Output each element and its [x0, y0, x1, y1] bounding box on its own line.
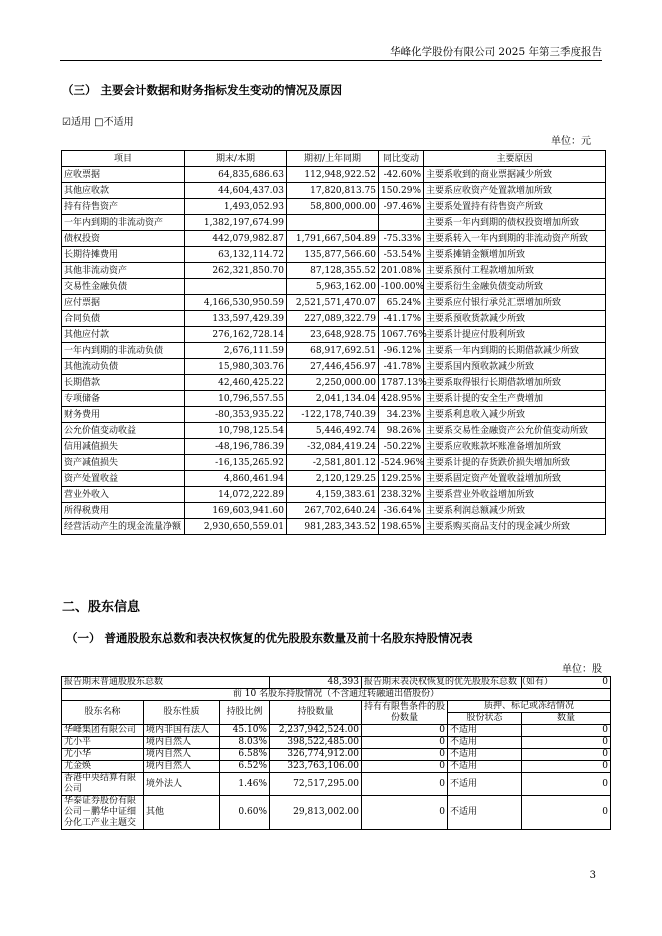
- holder-nature: 境内自然人: [144, 749, 220, 761]
- header-item: 项目: [62, 151, 185, 167]
- reason-cell: 主要系转入一年内到期的非流动资产所致: [424, 231, 606, 247]
- change-cell: -42.60%: [379, 167, 424, 183]
- holder-restricted: 0: [362, 761, 448, 773]
- item-cell: 持有待售资产: [62, 199, 185, 215]
- holder-nature: 境内自然人: [144, 761, 220, 773]
- holder-status: 不适用: [448, 761, 522, 773]
- change-cell: -36.64%: [379, 503, 424, 519]
- header-name: 股东名称: [62, 701, 144, 725]
- prior-cell: [287, 215, 379, 231]
- reason-cell: 主要系预收货款减少所致: [424, 311, 606, 327]
- current-cell: 10,796,557.55: [185, 391, 287, 407]
- prior-cell: 5,446,492.74: [287, 423, 379, 439]
- current-cell: 442,079,982.87: [185, 231, 287, 247]
- pref-value: 0: [522, 677, 611, 689]
- holder-nature: 境内非国有法人: [144, 725, 220, 737]
- current-cell: 2,930,650,559.01: [185, 519, 287, 535]
- shareholder-row: [62, 796, 611, 830]
- holder-qty: 29,813,002.00: [270, 796, 362, 830]
- shareholder-row: [62, 773, 611, 796]
- item-cell: 专项储备: [62, 391, 185, 407]
- header-count: 数量: [522, 713, 611, 725]
- holder-name: 尤金焕: [62, 761, 144, 773]
- item-cell: 长期借款: [62, 375, 185, 391]
- table-row: [62, 439, 606, 455]
- reason-cell: 主要系计提的安全生产费增加: [424, 391, 606, 407]
- shareholder-row: [62, 761, 611, 773]
- item-cell: 资产处置收益: [62, 471, 185, 487]
- holder-restricted: 0: [362, 773, 448, 796]
- shareholder-subtitle: （一） 普通股股东总数和表决权恢复的优先股股东数量及前十名股东持股情况表: [66, 631, 473, 645]
- holder-count: 0: [522, 737, 611, 749]
- current-cell: 169,603,941.60: [185, 503, 287, 519]
- table-row: [62, 295, 606, 311]
- item-cell: 资产减值损失: [62, 455, 185, 471]
- current-cell: 64,835,686.63: [185, 167, 287, 183]
- prior-cell: -32,084,419.24: [287, 439, 379, 455]
- table-header-row: [62, 151, 606, 167]
- table-row: [62, 471, 606, 487]
- shareholder-table: [61, 676, 611, 830]
- change-cell: 129.25%: [379, 471, 424, 487]
- change-cell: [379, 215, 424, 231]
- change-cell: 1067.76%: [379, 327, 424, 343]
- total-label: 报告期末普通股股东总数: [62, 677, 270, 689]
- holder-status: 不适用: [448, 773, 522, 796]
- reason-cell: 主要系处置持有待售资产所致: [424, 199, 606, 215]
- table-row: [62, 407, 606, 423]
- prior-cell: 27,446,456.97: [287, 359, 379, 375]
- change-cell: -41.17%: [379, 311, 424, 327]
- prior-cell: 2,521,571,470.07: [287, 295, 379, 311]
- holder-count: 0: [522, 773, 611, 796]
- item-cell: 其他流动负债: [62, 359, 185, 375]
- holder-name: 香港中央结算有限公司: [62, 773, 144, 796]
- current-cell: 44,604,437.03: [185, 183, 287, 199]
- header-reason: 主要原因: [424, 151, 606, 167]
- holder-qty: 72,517,295.00: [270, 773, 362, 796]
- prior-cell: 5,963,162.00: [287, 279, 379, 295]
- reason-cell: 主要系收到的商业票据减少所致: [424, 167, 606, 183]
- prior-cell: -2,581,801.12: [287, 455, 379, 471]
- prior-cell: 112,948,922.52: [287, 167, 379, 183]
- holder-name: 尤小华: [62, 749, 144, 761]
- reason-cell: 主要系一年内到期的债权投资增加所致: [424, 215, 606, 231]
- table-row: [62, 391, 606, 407]
- item-cell: 经营活动产生的现金流量净额: [62, 519, 185, 535]
- holder-qty: 398,522,485.00: [270, 737, 362, 749]
- holder-nature: 其他: [144, 796, 220, 830]
- header-prior: 期初/上年同期: [287, 151, 379, 167]
- prior-cell: 227,089,322.79: [287, 311, 379, 327]
- unit-label: 单位：元: [551, 136, 591, 147]
- prior-cell: 4,159,383.61: [287, 487, 379, 503]
- current-cell: -48,196,786.39: [185, 439, 287, 455]
- holder-count: 0: [522, 761, 611, 773]
- item-cell: 一年内到期的非流动资产: [62, 215, 185, 231]
- item-cell: 所得税费用: [62, 503, 185, 519]
- change-cell: 428.95%: [379, 391, 424, 407]
- item-cell: 合同负债: [62, 311, 185, 327]
- table-row: [62, 231, 606, 247]
- holder-restricted: 0: [362, 796, 448, 830]
- holder-qty: 2,237,942,524.00: [270, 725, 362, 737]
- reason-cell: 主要系应收资产处置款增加所致: [424, 183, 606, 199]
- change-cell: -41.78%: [379, 359, 424, 375]
- item-cell: 其他应收款: [62, 183, 185, 199]
- change-cell: -96.12%: [379, 343, 424, 359]
- table-row: [62, 343, 606, 359]
- change-cell: 65.24%: [379, 295, 424, 311]
- reason-cell: 主要系固定资产处置收益增加所致: [424, 471, 606, 487]
- holder-status: 不适用: [448, 796, 522, 830]
- item-cell: 信用减值损失: [62, 439, 185, 455]
- table-row: [62, 263, 606, 279]
- reason-cell: 主要系利润总额减少所致: [424, 503, 606, 519]
- item-cell: 营业外收入: [62, 487, 185, 503]
- holder-restricted: 0: [362, 737, 448, 749]
- current-cell: 10,798,125.54: [185, 423, 287, 439]
- unit-label-shares: 单位：股: [562, 664, 602, 675]
- prior-cell: 135,877,566.60: [287, 247, 379, 263]
- reason-cell: 主要系应付银行承兑汇票增加所致: [424, 295, 606, 311]
- holder-status: 不适用: [448, 725, 522, 737]
- prior-cell: 267,702,640.24: [287, 503, 379, 519]
- pref-label: 报告期末表决权恢复的优先股股东总数（如有）: [362, 677, 522, 689]
- holder-name: 华峰集团有限公司: [62, 725, 144, 737]
- holder-ratio: 6.52%: [220, 761, 270, 773]
- change-cell: 98.26%: [379, 423, 424, 439]
- current-cell: 1,382,197,674.99: [185, 215, 287, 231]
- change-cell: -75.33%: [379, 231, 424, 247]
- holder-ratio: 0.60%: [220, 796, 270, 830]
- reason-cell: 主要系国内预收款减少所致: [424, 359, 606, 375]
- current-cell: 4,166,530,950.59: [185, 295, 287, 311]
- table-row: [62, 519, 606, 535]
- table-row: [62, 183, 606, 199]
- table-row: [62, 247, 606, 263]
- header-change: 同比变动: [379, 151, 424, 167]
- holder-restricted: 0: [362, 725, 448, 737]
- current-cell: -16,135,265.92: [185, 455, 287, 471]
- prior-cell: 2,250,000.00: [287, 375, 379, 391]
- reason-cell: 主要系一年内到期的长期借款减少所致: [424, 343, 606, 359]
- total-shareholders-row: [62, 677, 611, 689]
- table-row: [62, 311, 606, 327]
- item-cell: 公允价值变动收益: [62, 423, 185, 439]
- change-cell: -53.54%: [379, 247, 424, 263]
- current-cell: [185, 279, 287, 295]
- prior-cell: 2,041,134.04: [287, 391, 379, 407]
- change-cell: 201.08%: [379, 263, 424, 279]
- total-value: 48,393: [270, 677, 362, 689]
- item-cell: 其他非流动资产: [62, 263, 185, 279]
- holder-name: 华泰证券股份有限公司－鹏华中证细分化工产业主题交: [62, 796, 144, 830]
- item-cell: 长期待摊费用: [62, 247, 185, 263]
- header-pledge: 质押、标记或冻结情况: [448, 701, 611, 713]
- current-cell: 1,493,052.93: [185, 199, 287, 215]
- reason-cell: 主要系预付工程款增加所致: [424, 263, 606, 279]
- shareholder-row: [62, 725, 611, 737]
- reason-cell: 主要系应收账款坏账准备增加所致: [424, 439, 606, 455]
- current-cell: -80,353,935.22: [185, 407, 287, 423]
- table-row: [62, 375, 606, 391]
- shareholder-section-title: 二、股东信息: [62, 600, 141, 615]
- page-number: 3: [589, 870, 596, 881]
- shareholder-header-row: [62, 701, 611, 713]
- section-title: （三） 主要会计数据和财务指标发生变动的情况及原因: [62, 83, 343, 97]
- reason-cell: 主要系营业外收益增加所致: [424, 487, 606, 503]
- table-row: [62, 359, 606, 375]
- holder-count: 0: [522, 749, 611, 761]
- item-cell: 应收票据: [62, 167, 185, 183]
- reason-cell: 主要系摊销金额增加所致: [424, 247, 606, 263]
- reason-cell: 主要系交易性金融资产公允价值变动所致: [424, 423, 606, 439]
- change-cell: 198.65%: [379, 519, 424, 535]
- holder-name: 尤小平: [62, 737, 144, 749]
- item-cell: 应付票据: [62, 295, 185, 311]
- current-cell: 276,162,728.14: [185, 327, 287, 343]
- header-nature: 股东性质: [144, 701, 220, 725]
- change-cell: -97.46%: [379, 199, 424, 215]
- holder-qty: 326,774,912.00: [270, 749, 362, 761]
- applicability: ☑适用 □不适用: [62, 117, 134, 128]
- item-cell: 交易性金融负债: [62, 279, 185, 295]
- prior-cell: 17,820,813.75: [287, 183, 379, 199]
- change-cell: 34.23%: [379, 407, 424, 423]
- holder-status: 不适用: [448, 749, 522, 761]
- change-cell: 238.32%: [379, 487, 424, 503]
- change-cell: -100.00%: [379, 279, 424, 295]
- table-row: [62, 199, 606, 215]
- holder-status: 不适用: [448, 737, 522, 749]
- table-row: [62, 455, 606, 471]
- prior-cell: 981,283,343.52: [287, 519, 379, 535]
- reason-cell: 主要系计提应付股利所致: [424, 327, 606, 343]
- current-cell: 133,597,429.39: [185, 311, 287, 327]
- reason-cell: 主要系利息收入减少所致: [424, 407, 606, 423]
- header-ratio: 持股比例: [220, 701, 270, 725]
- header-status: 股份状态: [448, 713, 522, 725]
- item-cell: 其他应付款: [62, 327, 185, 343]
- holder-qty: 323,763,106.00: [270, 761, 362, 773]
- change-cell: 150.29%: [379, 183, 424, 199]
- holder-ratio: 8.03%: [220, 737, 270, 749]
- table-row: [62, 279, 606, 295]
- current-cell: 63,132,114.72: [185, 247, 287, 263]
- item-cell: 债权投资: [62, 231, 185, 247]
- prior-cell: 68,917,692.51: [287, 343, 379, 359]
- current-cell: 14,072,222.89: [185, 487, 287, 503]
- financial-changes-table: [61, 150, 606, 535]
- holder-restricted: 0: [362, 749, 448, 761]
- prior-cell: 23,648,928.75: [287, 327, 379, 343]
- table-row: [62, 215, 606, 231]
- top10-caption-row: [62, 689, 611, 701]
- holder-nature: 境内自然人: [144, 737, 220, 749]
- header-rule: [60, 60, 602, 61]
- item-cell: 一年内到期的非流动负债: [62, 343, 185, 359]
- page-header: 华峰化学股份有限公司 2025 年第三季度报告: [390, 46, 602, 58]
- holder-ratio: 1.46%: [220, 773, 270, 796]
- reason-cell: 主要系计提的存货跌价损失增加所致: [424, 455, 606, 471]
- table-row: [62, 503, 606, 519]
- holder-count: 0: [522, 796, 611, 830]
- shareholder-row: [62, 737, 611, 749]
- current-cell: 2,676,111.59: [185, 343, 287, 359]
- reason-cell: 主要系购买商品支付的现金减少所致: [424, 519, 606, 535]
- shareholder-row: [62, 749, 611, 761]
- table-row: [62, 167, 606, 183]
- prior-cell: 87,128,355.52: [287, 263, 379, 279]
- header-qty: 持股数量: [270, 701, 362, 725]
- reason-cell: 主要系取得银行长期借款增加所致: [424, 375, 606, 391]
- header-restricted: 持有有限售条件的股份数量: [362, 701, 448, 725]
- header-current: 期末/本期: [185, 151, 287, 167]
- table-row: [62, 487, 606, 503]
- item-cell: 财务费用: [62, 407, 185, 423]
- prior-cell: 58,800,000.00: [287, 199, 379, 215]
- change-cell: -50.22%: [379, 439, 424, 455]
- holder-ratio: 45.10%: [220, 725, 270, 737]
- prior-cell: -122,178,740.39: [287, 407, 379, 423]
- current-cell: 42,460,425.22: [185, 375, 287, 391]
- current-cell: 4,860,461.94: [185, 471, 287, 487]
- holder-ratio: 6.58%: [220, 749, 270, 761]
- reason-cell: 主要系衍生金融负债变动所致: [424, 279, 606, 295]
- table-row: [62, 423, 606, 439]
- holder-count: 0: [522, 725, 611, 737]
- prior-cell: 1,791,667,504.89: [287, 231, 379, 247]
- prior-cell: 2,120,129.25: [287, 471, 379, 487]
- current-cell: 262,321,850.70: [185, 263, 287, 279]
- top10-caption: 前 10 名股东持股情况（不含通过转融通出借股份）: [62, 689, 611, 701]
- holder-nature: 境外法人: [144, 773, 220, 796]
- change-cell: -524.96%: [379, 455, 424, 471]
- current-cell: 15,980,303.76: [185, 359, 287, 375]
- table-row: [62, 327, 606, 343]
- change-cell: 1787.13%: [379, 375, 424, 391]
